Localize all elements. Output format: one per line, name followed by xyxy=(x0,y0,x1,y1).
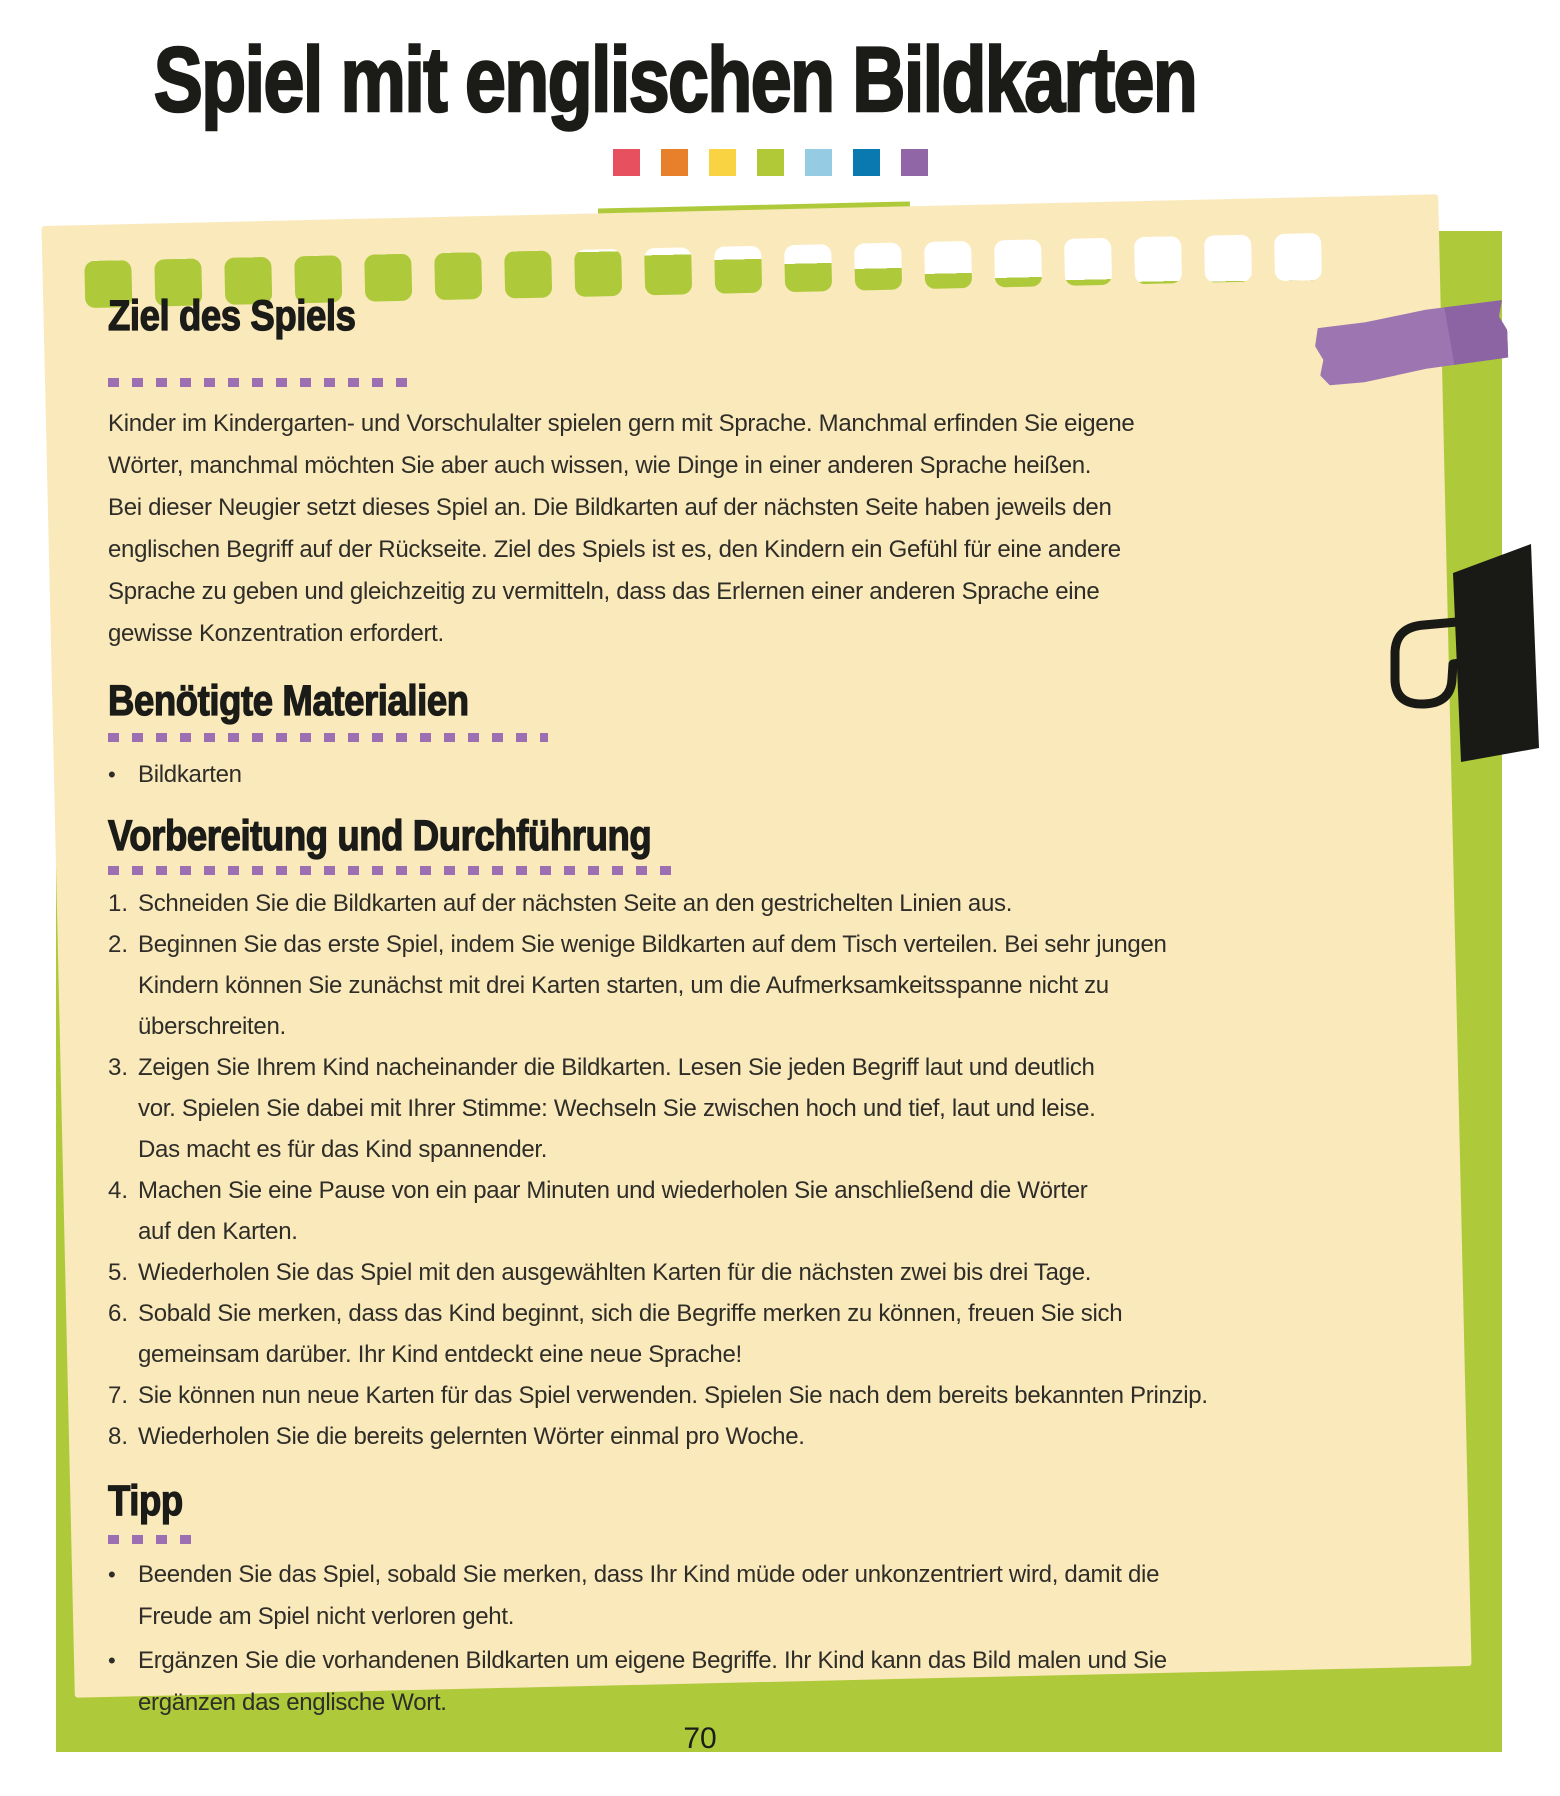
page-title: Spiel mit englischen Bildkarten xyxy=(153,29,1197,131)
paragraph-line: gewisse Konzentration erfordert. xyxy=(108,620,444,647)
section-material xyxy=(108,675,1278,796)
bullets-list xyxy=(108,1554,1278,1724)
list-item-text xyxy=(138,1170,1278,1252)
list-item-marker: 5. xyxy=(108,1259,129,1286)
section-ziel xyxy=(108,290,1278,655)
page-number: 70 xyxy=(683,1722,717,1755)
section-heading: Benötigte Materialien xyxy=(108,677,469,725)
list-item-marker: • xyxy=(108,1562,116,1587)
color-square xyxy=(709,149,736,176)
section-tipp xyxy=(108,1475,1278,1724)
list-item-marker: 1. xyxy=(108,890,129,917)
list-item-line: Wiederholen Sie das Spiel mit den ausgewählten Karten für die nächsten zwei bis drei Tage. xyxy=(138,1259,1092,1286)
list-item-marker: 3. xyxy=(108,1054,129,1081)
list-item xyxy=(108,754,1278,796)
list-item-marker: • xyxy=(108,762,116,787)
binder-clip-body xyxy=(1453,544,1539,762)
list-item-line: vor. Spielen Sie dabei mit Ihrer Stimme: Wechseln Sie zwischen hoch und tief, laut und leise. xyxy=(138,1095,1096,1122)
list-item-line: Bildkarten xyxy=(138,761,242,788)
heading-underline xyxy=(108,733,548,742)
list-item-marker: 2. xyxy=(108,931,129,958)
perforation-square xyxy=(644,247,692,295)
list-item-line: Zeigen Sie Ihrem Kind nacheinander die Bildkarten. Lesen Sie jeden Begriff laut und deutlich xyxy=(138,1054,1095,1081)
perforation-square xyxy=(1274,233,1322,281)
paragraph-line: Bei dieser Neugier setzt dieses Spiel an. Die Bildkarten auf der nächsten Seite haben jeweils den xyxy=(108,494,1112,521)
paragraph-line: Kinder im Kindergarten- und Vorschulalter spielen gern mit Sprache. Manchmal erfinden Sie eigene xyxy=(108,410,1135,437)
list-item-text xyxy=(138,1554,1278,1638)
color-square xyxy=(853,149,880,176)
title-color-squares xyxy=(613,149,928,176)
list-item-line: Sie können nun neue Karten für das Spiel verwenden. Spielen Sie nach dem bereits bekannten Prinzip. xyxy=(138,1382,1208,1409)
list-item-line: Kindern können Sie zunächst mit drei Karten starten, um die Aufmerksamkeitsspanne nicht zu xyxy=(138,972,1109,999)
list-item-marker: 7. xyxy=(108,1382,129,1409)
list-item xyxy=(108,924,1278,1047)
list-item-line: Ergänzen Sie die vorhandenen Bildkarten um eigene Begriffe. Ihr Kind kann das Bild malen und Sie xyxy=(138,1647,1167,1674)
list-item xyxy=(108,1640,1278,1724)
list-item xyxy=(108,1047,1278,1170)
color-square xyxy=(613,149,640,176)
perforation-square xyxy=(1204,235,1252,283)
perforation-square xyxy=(854,243,902,291)
list-item xyxy=(108,1375,1278,1416)
list-item-text xyxy=(138,1640,1278,1724)
numbered-list xyxy=(108,883,1278,1457)
list-item-line: Sobald Sie merken, dass das Kind beginnt, sich die Begriffe merken zu können, freuen Sie sich xyxy=(138,1300,1123,1327)
color-square xyxy=(805,149,832,176)
list-item xyxy=(108,1252,1278,1293)
paragraph-line: Sprache zu geben und gleichzeitig zu vermitteln, dass das Erlernen einer anderen Sprache eine xyxy=(108,578,1100,605)
list-item xyxy=(108,1170,1278,1252)
list-item-line: Beenden Sie das Spiel, sobald Sie merken, dass Ihr Kind müde oder unkonzentriert wird, damit die xyxy=(138,1561,1160,1588)
list-item-line: Freude am Spiel nicht verloren geht. xyxy=(138,1603,515,1630)
list-item-text xyxy=(138,754,1278,796)
color-square xyxy=(901,149,928,176)
list-item-line: überschreiten. xyxy=(138,1013,286,1040)
list-item-line: auf den Karten. xyxy=(138,1218,298,1245)
list-item-text xyxy=(138,924,1278,1047)
list-item-line: Schneiden Sie die Bildkarten auf der nächsten Seite an den gestrichelten Linien aus. xyxy=(138,890,1013,917)
list-item-line: Machen Sie eine Pause von ein paar Minuten und wiederholen Sie anschließend die Wörter xyxy=(138,1177,1088,1204)
paragraph-line: Wörter, manchmal möchten Sie aber auch wissen, wie Dinge in einer anderen Sprache heißen. xyxy=(108,452,1092,479)
bullets-list xyxy=(108,754,1278,796)
section-vorbereitung xyxy=(108,810,1278,1457)
note-content xyxy=(108,290,1278,1724)
list-item-text xyxy=(138,1293,1278,1375)
section-heading: Ziel des Spiels xyxy=(108,292,356,340)
paragraph xyxy=(108,403,1278,655)
perforation-square xyxy=(714,246,762,294)
binder-clip-icon xyxy=(1383,538,1543,768)
perforation-square xyxy=(994,239,1042,287)
list-item-text xyxy=(138,1416,1278,1457)
heading-underline xyxy=(108,866,683,875)
perforation-square xyxy=(1134,236,1182,284)
heading-underline xyxy=(108,1535,196,1544)
binder-clip-handle xyxy=(1395,622,1460,704)
list-item-text xyxy=(138,1375,1278,1416)
color-square xyxy=(661,149,688,176)
heading-underline xyxy=(108,378,408,387)
perforation-square xyxy=(924,241,972,289)
perforation-square xyxy=(784,244,832,292)
list-item-line: Das macht es für das Kind spannender. xyxy=(138,1136,548,1163)
list-item-line: Wiederholen Sie die bereits gelernten Wörter einmal pro Woche. xyxy=(138,1423,805,1450)
list-item-line: ergänzen das englische Wort. xyxy=(138,1689,447,1716)
list-item-text xyxy=(138,1047,1278,1170)
list-item xyxy=(108,1554,1278,1638)
perforation-square xyxy=(1064,238,1112,286)
paragraph-line: englischen Begriff auf der Rückseite. Ziel des Spiels ist es, den Kindern ein Gefühl für eine andere xyxy=(108,536,1121,563)
list-item-marker: • xyxy=(108,1648,116,1673)
list-item-marker: 8. xyxy=(108,1423,129,1450)
list-item-marker: 6. xyxy=(108,1300,129,1327)
color-square xyxy=(757,149,784,176)
list-item-line: gemeinsam darüber. Ihr Kind entdeckt eine neue Sprache! xyxy=(138,1341,742,1368)
list-item-text xyxy=(138,1252,1278,1293)
list-item xyxy=(108,1293,1278,1375)
section-heading: Tipp xyxy=(108,1477,183,1525)
section-heading: Vorbereitung und Durchführung xyxy=(108,812,652,860)
list-item-line: Beginnen Sie das erste Spiel, indem Sie wenige Bildkarten auf dem Tisch verteilen. Bei sehr jungen xyxy=(138,931,1167,958)
list-item xyxy=(108,883,1278,924)
list-item-text xyxy=(138,883,1278,924)
list-item-marker: 4. xyxy=(108,1177,129,1204)
list-item xyxy=(108,1416,1278,1457)
